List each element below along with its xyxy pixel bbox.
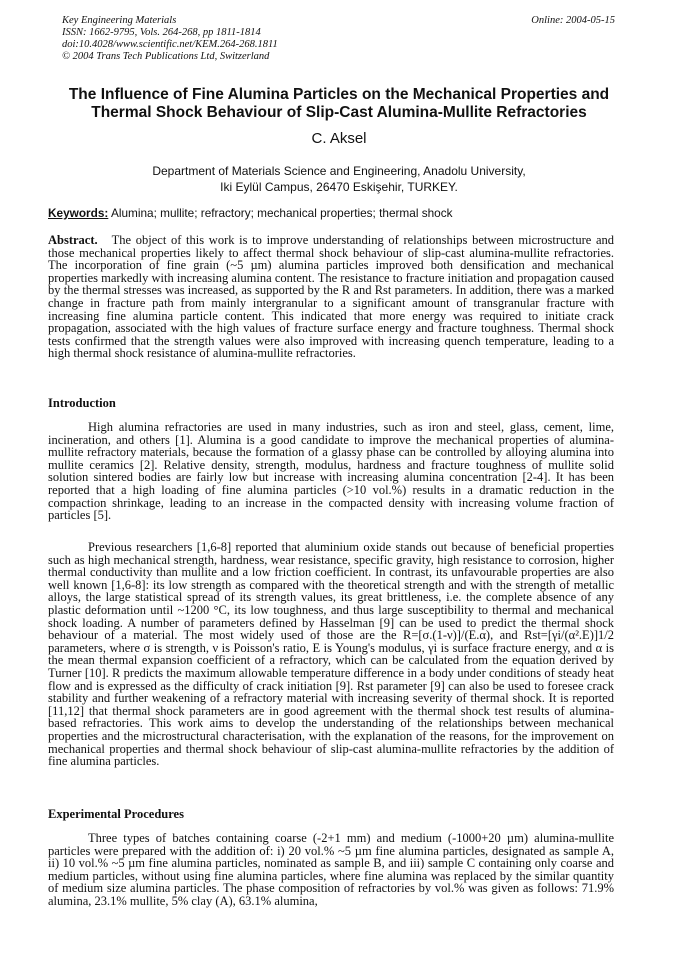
abstract-text: The object of this work is to improve understanding of relationships between microstructure and those mechanical properties likely to affect thermal shock behaviour of slip-cast alumina-mullite refractories. The incorporation of fine grain (~5 µm) alumina particles improved both densification and mechanical properties markedly with increasing alumina content. The resistance to fracture initiation and propagation caused by the thermal stresses was increased, as supported by the R and Rst parameters. In addition, there was a marked change in fracture path from mainly intergranular to a significant amount of transgranular fracture with increasing fine alumina particle content. This indicated that more energy was required to initiate crack propagation, associated with the high values of fracture surface energy and fracture toughness. Thermal shock tests confirmed that the strength values were also improved with increasing quench temperature, leading to a high thermal shock resistance of alumina-mullite refractories. <box>48 233 614 361</box>
experimental-heading: Experimental Procedures <box>48 807 184 821</box>
affiliation <box>80 163 598 195</box>
journal-name: Key Engineering Materials <box>62 15 177 26</box>
title-line-1: The Influence of Fine Alumina Particles on the Mechanical Properties and <box>68 86 610 103</box>
online-date: Online: 2004-05-15 <box>531 15 615 26</box>
keywords-text: Alumina; mullite; refractory; mechanical properties; thermal shock <box>110 206 453 220</box>
affiliation-line-2: Iki Eylül Campus, 26470 Eskişehir, TURKEY. <box>220 180 458 194</box>
affiliation-line-1: Department of Materials Science and Engineering, Anadolu University, <box>152 164 526 178</box>
issn-line: ISSN: 1662-9795, Vols. 264-268, pp 1811-1814 <box>62 27 261 38</box>
keywords-label: Keywords: <box>48 206 109 220</box>
intro-paragraph-1 <box>48 421 614 522</box>
title-line-2: Thermal Shock Behaviour of Slip-Cast Alumina-Mullite Refractories <box>91 104 587 121</box>
doi-line: doi:10.4028/www.scientific.net/KEM.264-268.1811 <box>62 39 278 50</box>
abstract <box>48 234 614 360</box>
journal-header <box>62 15 278 63</box>
author-name: C. Aksel <box>311 130 367 147</box>
intro-paragraph-1-text: High alumina refractories are used in many industries, such as iron and steel, glass, cement, lime, incineration, and others [1]. Alumina is a good candidate to improve the mechanical properties of alumina-mullite refractory materials, because the formation of a glassy phase can be controlled by alloying alumina into mullite ceramics [2]. Relative density, strength, modulus, hardness and fracture toughness of mullite solid solution sintered bodies are fairly low but increase with increasing alumina concentration [2-4]. It has been reported that a high loading of fine alumina particles (>10 vol.%) results in a dramatic reduction in the compaction shrinkage, leading to an increase in the compacted density with increasing volume fraction of particles [5]. <box>48 420 614 523</box>
keywords <box>48 205 630 221</box>
experimental-paragraph-1-text: Three types of batches containing coarse (-2+1 mm) and medium (-1000+20 µm) alumina-mullite particles were prepared with the addition of: i) 20 vol.% ~5 µm fine alumina particles, designated as sample A, ii) 10 vol.% ~5 µm fine alumina particles, nominated as sample B, and iii) sample C containing only coarse and medium particles, without using fine alumina particles, where fine alumina was replaced by the similar quantity of medium size alumina particles. The phase composition of refractories by vol.% was given as follows: 71.9% alumina, 23.1% mullite, 5% clay (A), 63.1% alumina, <box>48 831 614 908</box>
experimental-paragraph-1 <box>48 832 614 908</box>
abstract-label: Abstract. <box>48 233 98 247</box>
introduction-heading: Introduction <box>48 396 116 410</box>
intro-paragraph-2-text: Previous researchers [1,6-8] reported that aluminium oxide stands out because of beneficial properties such as high mechanical strength, hardness, wear resistance, specific gravity, high resistance to corrosion, higher thermal conductivity than mullite and a low friction coefficient. In contrast, its unfavourable properties are also well known [1,6-8]: its low strength as compared with the theoretical strength and with the strength of metallic alloys, the large statistical spread of its strength values, its great brittleness, i.e. the complete absence of any plastic deformation until ~1200 °C, its low toughness, and thus large susceptibility to thermal and mechanical shock loading. A number of parameters defined by Hasselman [9] can be used to predict the thermal shock behaviour of a material. The most widely used of those are the R=[σ.(1-ν)]/(E.α), and Rst=[γi/(α².E)]1/2 parameters, where σ is strength, ν is Poisson's ratio, E is Young's modulus, γi is surface fracture energy, and α is the mean thermal expansion coefficient of a refractory, which can be calculated from the equation derived by Turner [10]. R predicts the maximum allowable temperature difference in a body under conditions of steady heat flow and is expressed as the difficulty of crack initiation [9]. Rst parameter [9] can also be used to foresee crack stability and further weakening of a refractory material with increasing severity of thermal shock. It is reported [11,12] that thermal shock parameters are in good agreement with the thermal shock test results of alumina-based refractories. This work aims to develop the understanding of the relationships between mechanical properties and the microstructural characterisation, with the explanation of the reasons, for the improvement on mechanical properties and thermal shock behaviour of slip-cast alumina-mullite refractories by the addition of fine alumina particles. <box>48 540 614 769</box>
copyright-line: © 2004 Trans Tech Publications Ltd, Switzerland <box>62 51 270 62</box>
paper-title <box>40 86 638 122</box>
intro-paragraph-2 <box>48 541 614 768</box>
